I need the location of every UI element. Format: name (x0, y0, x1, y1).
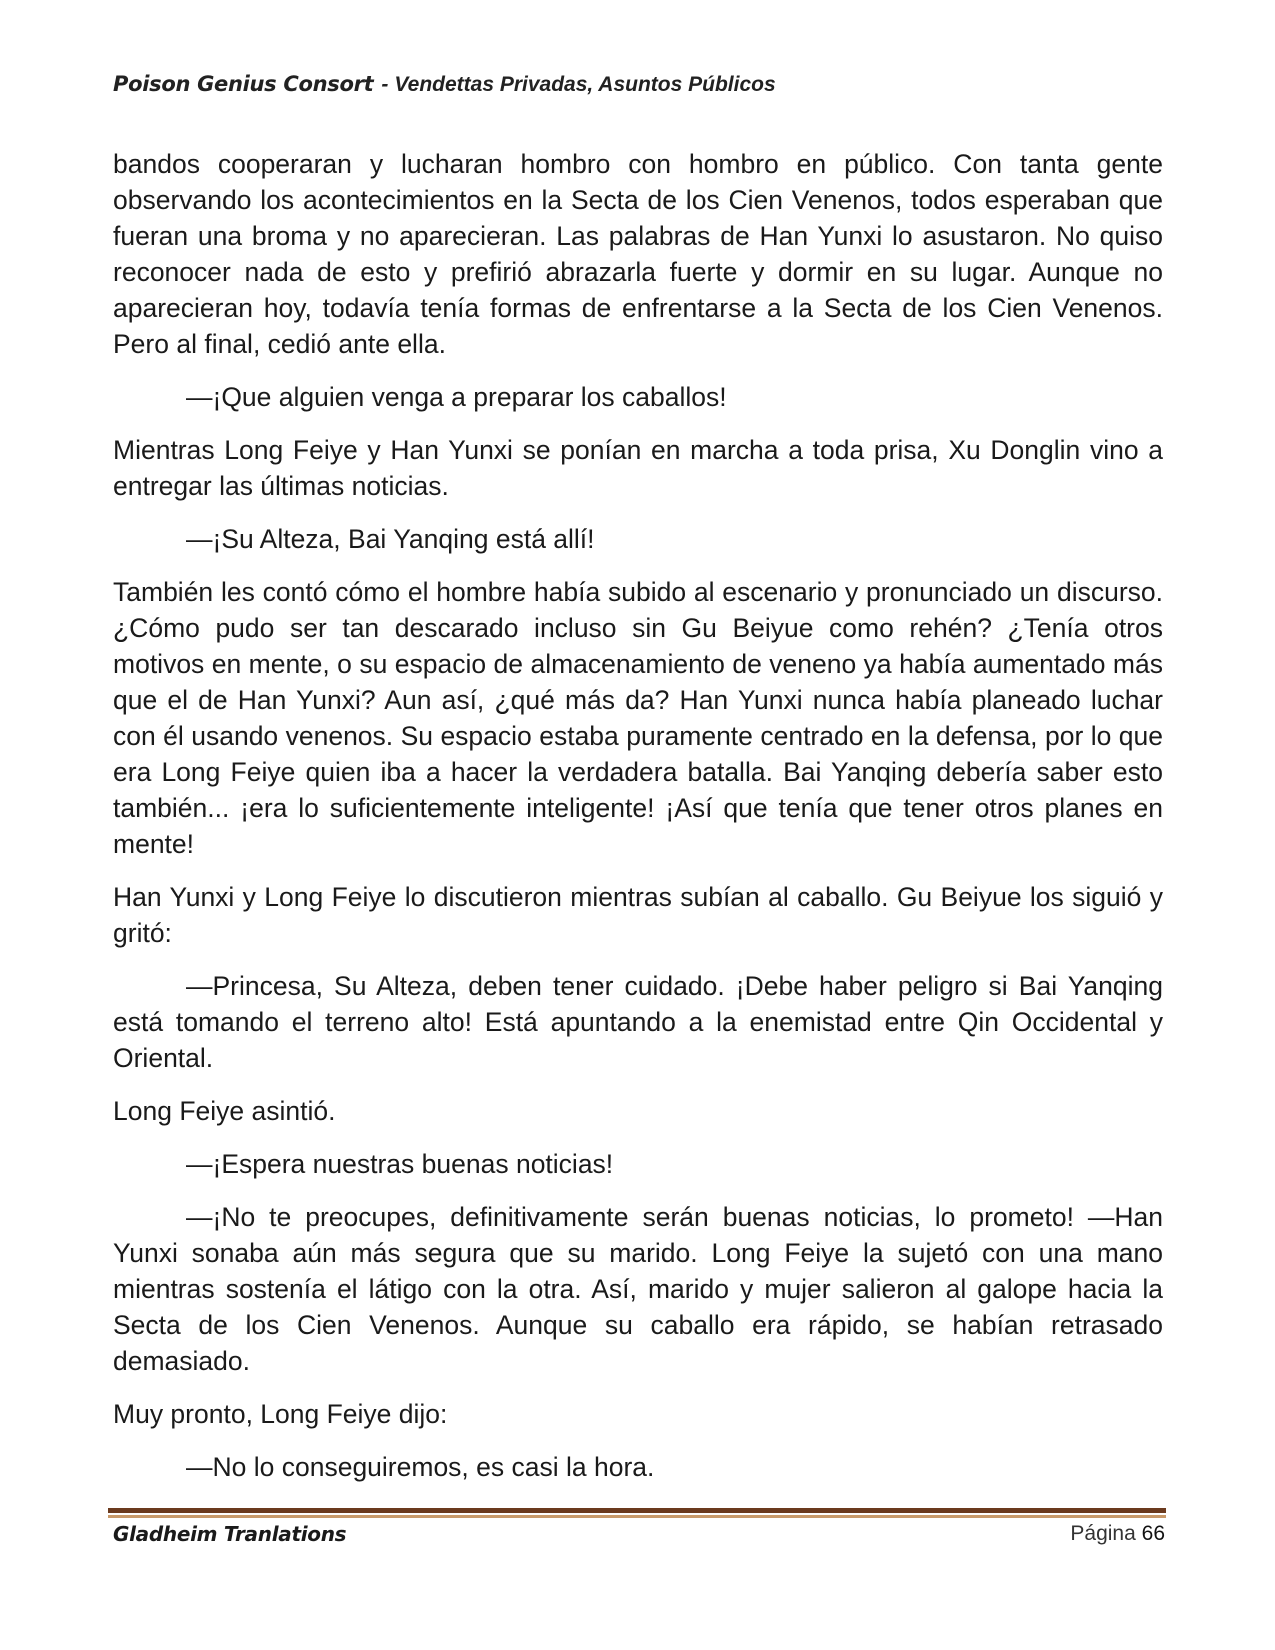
paragraph: Mientras Long Feiye y Han Yunxi se ponían en marcha a toda prisa, Xu Donglin vino a entregar las últimas noticias. (113, 435, 1163, 501)
dialogue-paragraph: —Princesa, Su Alteza, deben tener cuidado. ¡Debe haber peligro si Bai Yanqing está tomando el terreno alto! Está apuntando a la enemistad entre Qin Occidental y Oriental. (113, 971, 1163, 1073)
paragraph: Long Feiye asintió. (113, 1096, 336, 1126)
page-header (113, 72, 1163, 97)
paragraph: Muy pronto, Long Feiye dijo: (113, 1399, 448, 1429)
dialogue-paragraph: —No lo conseguiremos, es casi la hora. (186, 1452, 655, 1482)
footer-divider (108, 1508, 1166, 1518)
paragraph: bandos cooperaran y lucharan hombro con hombro en público. Con tanta gente observando los acontecimientos en la Secta de los Cien Venenos, todos esperaban que fueran una broma y no aparecieran. Las palabras de Han Yunxi lo asustaron. No quiso reconocer nada de esto y prefirió abrazarla fuerte y dormir en su lugar. Aunque no aparecieran hoy, todavía tenía formas de enfrentarse a la Secta de los Cien Venenos. Pero al final, cedió ante ella. (113, 149, 1163, 359)
page-label: Página (1070, 1522, 1136, 1545)
dialogue-paragraph: —¡Espera nuestras buenas noticias! (186, 1149, 614, 1179)
footer-credit: Gladheim Tranlations (113, 1522, 347, 1546)
paragraph: Han Yunxi y Long Feiye lo discutieron mientras subían al caballo. Gu Beiyue los siguió y gritó: (113, 882, 1163, 948)
paragraph: También les contó cómo el hombre había subido al escenario y pronunciado un discurso. ¿Cómo pudo ser tan descarado incluso sin Gu Beiyue como rehén? ¿Tenía otros motivos en mente, o su espacio de almacenamiento de veneno ya había aumentado más que el de Han Yunxi? Aun así, ¿qué más da? Han Yunxi nunca había planeado luchar con él usando venenos. Su espacio estaba puramente centrado en la defensa, por lo que era Long Feiye quien iba a hacer la verdadera batalla. Bai Yanqing debería saber esto también... ¡era lo suficientemente inteligente! ¡Así que tenía que tener otros planes en mente! (113, 577, 1163, 859)
dialogue-paragraph: —¡No te preocupes, definitivamente serán buenas noticias, lo prometo! —Han Yunxi sonaba aún más segura que su marido. Long Feiye la sujetó con una mano mientras sostenía el látigo con la otra. Así, marido y mujer salieron al galope hacia la Secta de los Cien Venenos. Aunque su caballo era rápido, se habían retrasado demasiado. (113, 1202, 1163, 1376)
header-separator: - (381, 73, 389, 96)
page-number-block (1070, 1522, 1165, 1546)
dialogue-paragraph: —¡Su Alteza, Bai Yanqing está allí! (186, 524, 595, 554)
chapter-title: Vendettas Privadas, Asuntos Públicos (394, 73, 776, 96)
page-number: 66 (1141, 1522, 1165, 1545)
series-title: Poison Genius Consort (113, 72, 374, 96)
page-body (113, 146, 1163, 1502)
dialogue-paragraph: —¡Que alguien venga a preparar los caballos! (186, 382, 727, 412)
